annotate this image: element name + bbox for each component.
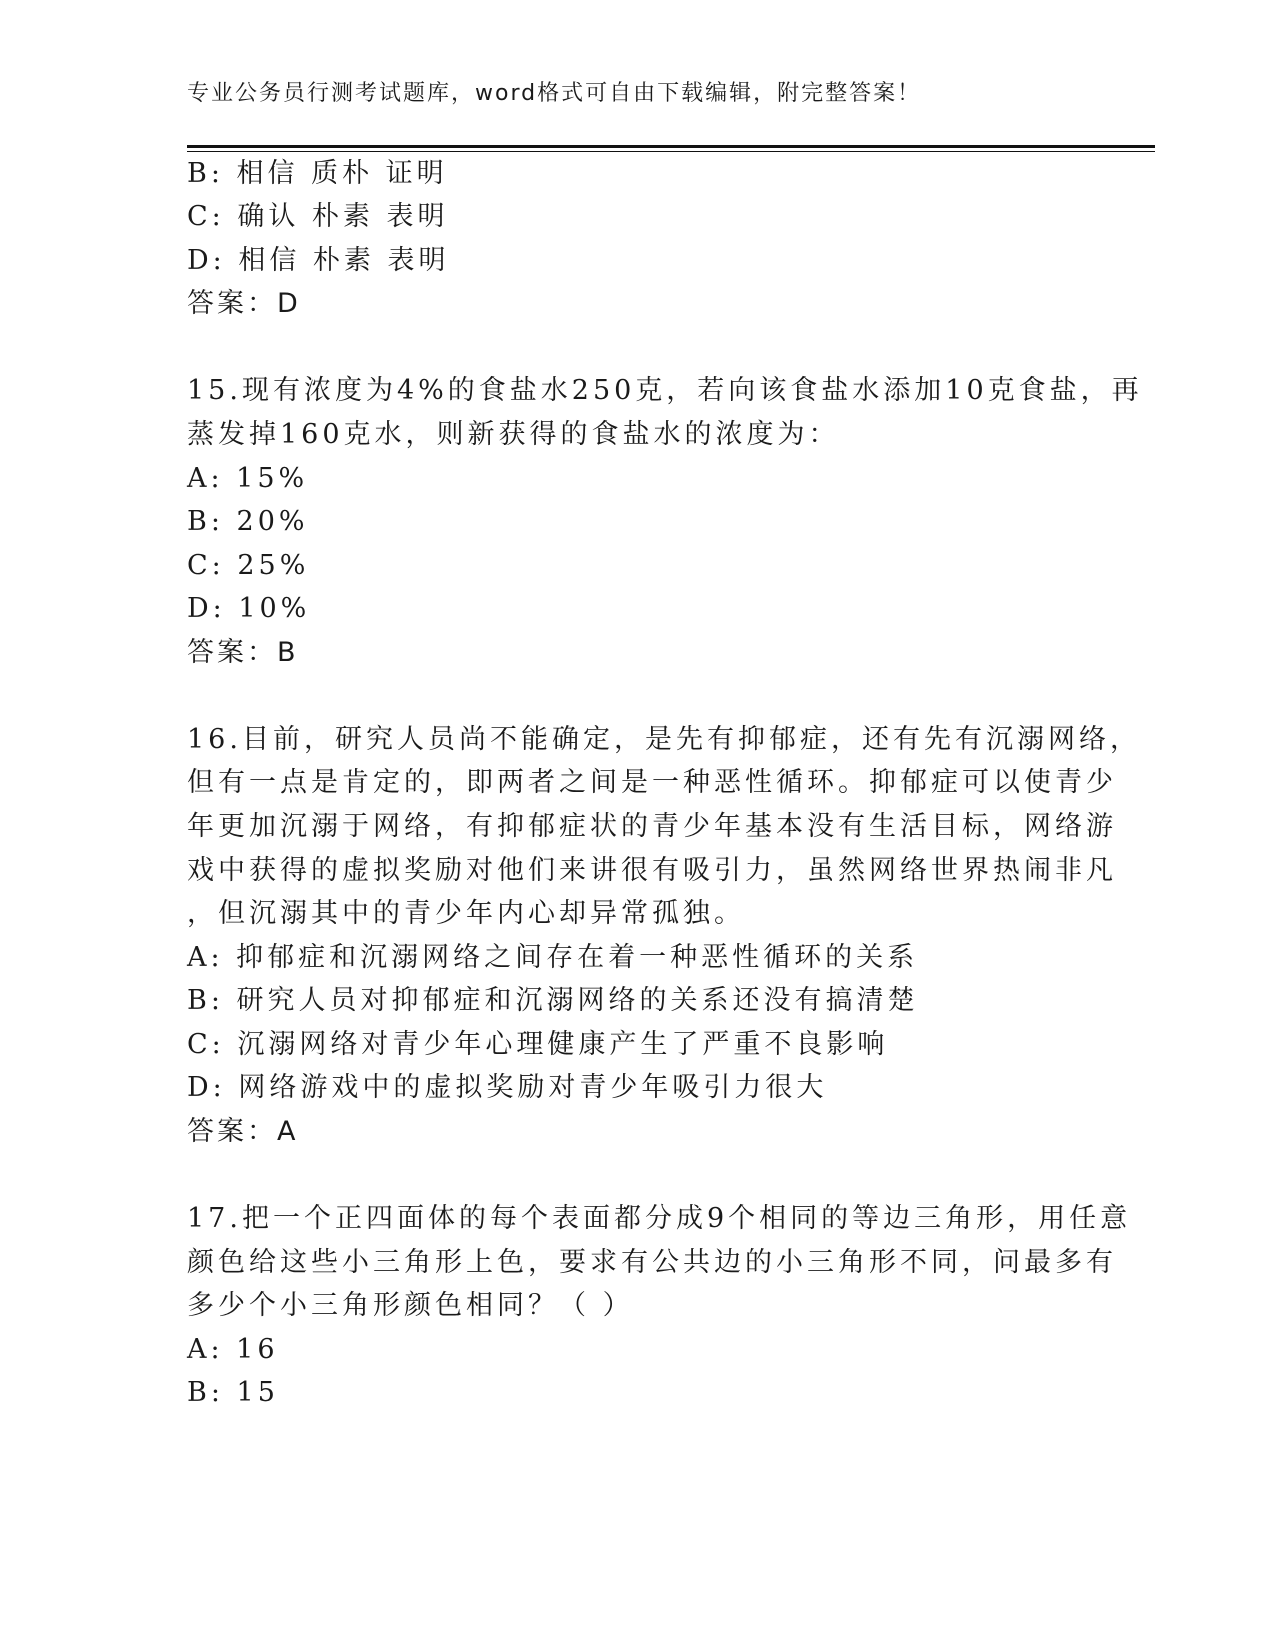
q17-option-a: A: 16: [187, 1334, 279, 1365]
q16-option-c: C: 沉溺网络对青少年心理健康产生了严重不良影响: [187, 1029, 889, 1060]
q14-option-c: C: 确认 朴素 表明: [187, 201, 449, 232]
q16-stem-line4: 戏中获得的虚拟奖励对他们来讲很有吸引力，虽然网络世界热闹非凡: [187, 855, 1117, 886]
q15-option-b: B: 20%: [187, 506, 309, 537]
q17-stem-line1: 17.把一个正四面体的每个表面都分成9个相同的等边三角形，用任意: [187, 1203, 1132, 1234]
q16-stem-line3: 年更加沉溺于网络，有抑郁症状的青少年基本没有生活目标，网络游: [187, 811, 1117, 842]
q14-option-d: D: 相信 朴素 表明: [187, 245, 450, 276]
q15-stem-line2: 蒸发掉160克水，则新获得的食盐水的浓度为：: [187, 419, 840, 450]
page-header: 专业公务员行测考试题库，word格式可自由下载编辑，附完整答案！: [187, 81, 922, 106]
q15-answer: 答案：B: [187, 637, 299, 668]
q16-option-b: B: 研究人员对抑郁症和沉溺网络的关系还没有搞清楚: [187, 985, 919, 1016]
q17-stem-line2: 颜色给这些小三角形上色，要求有公共边的小三角形不同，问最多有: [187, 1247, 1117, 1278]
q15-option-a: A: 15%: [187, 463, 309, 494]
q16-stem-line5: ，但沉溺其中的青少年内心却异常孤独。: [187, 898, 745, 929]
q16-option-a: A: 抑郁症和沉溺网络之间存在着一种恶性循环的关系: [187, 942, 919, 973]
q16-stem-line1: 16.目前，研究人员尚不能确定，是先有抑郁症，还有先有沉溺网络，: [187, 724, 1141, 755]
q17-option-b: B: 15: [187, 1377, 279, 1408]
header-divider-thick: [187, 145, 1155, 148]
q16-stem-line2: 但有一点是肯定的，即两者之间是一种恶性循环。抑郁症可以使青少: [187, 767, 1117, 798]
header-divider-thin: [187, 151, 1155, 152]
q15-option-c: C: 25%: [187, 550, 310, 581]
q16-answer: 答案：A: [187, 1116, 299, 1147]
q17-stem-line3: 多少个小三角形颜色相同？（ ）: [187, 1290, 634, 1321]
q15-stem-line1: 15.现有浓度为4%的食盐水250克，若向该食盐水添加10克食盐，再: [187, 375, 1143, 406]
q14-option-b: B: 相信 质朴 证明: [187, 158, 448, 189]
q14-answer: 答案：D: [187, 288, 301, 319]
q16-option-d: D: 网络游戏中的虚拟奖励对青少年吸引力很大: [187, 1072, 828, 1103]
q15-option-d: D: 10%: [187, 593, 311, 624]
